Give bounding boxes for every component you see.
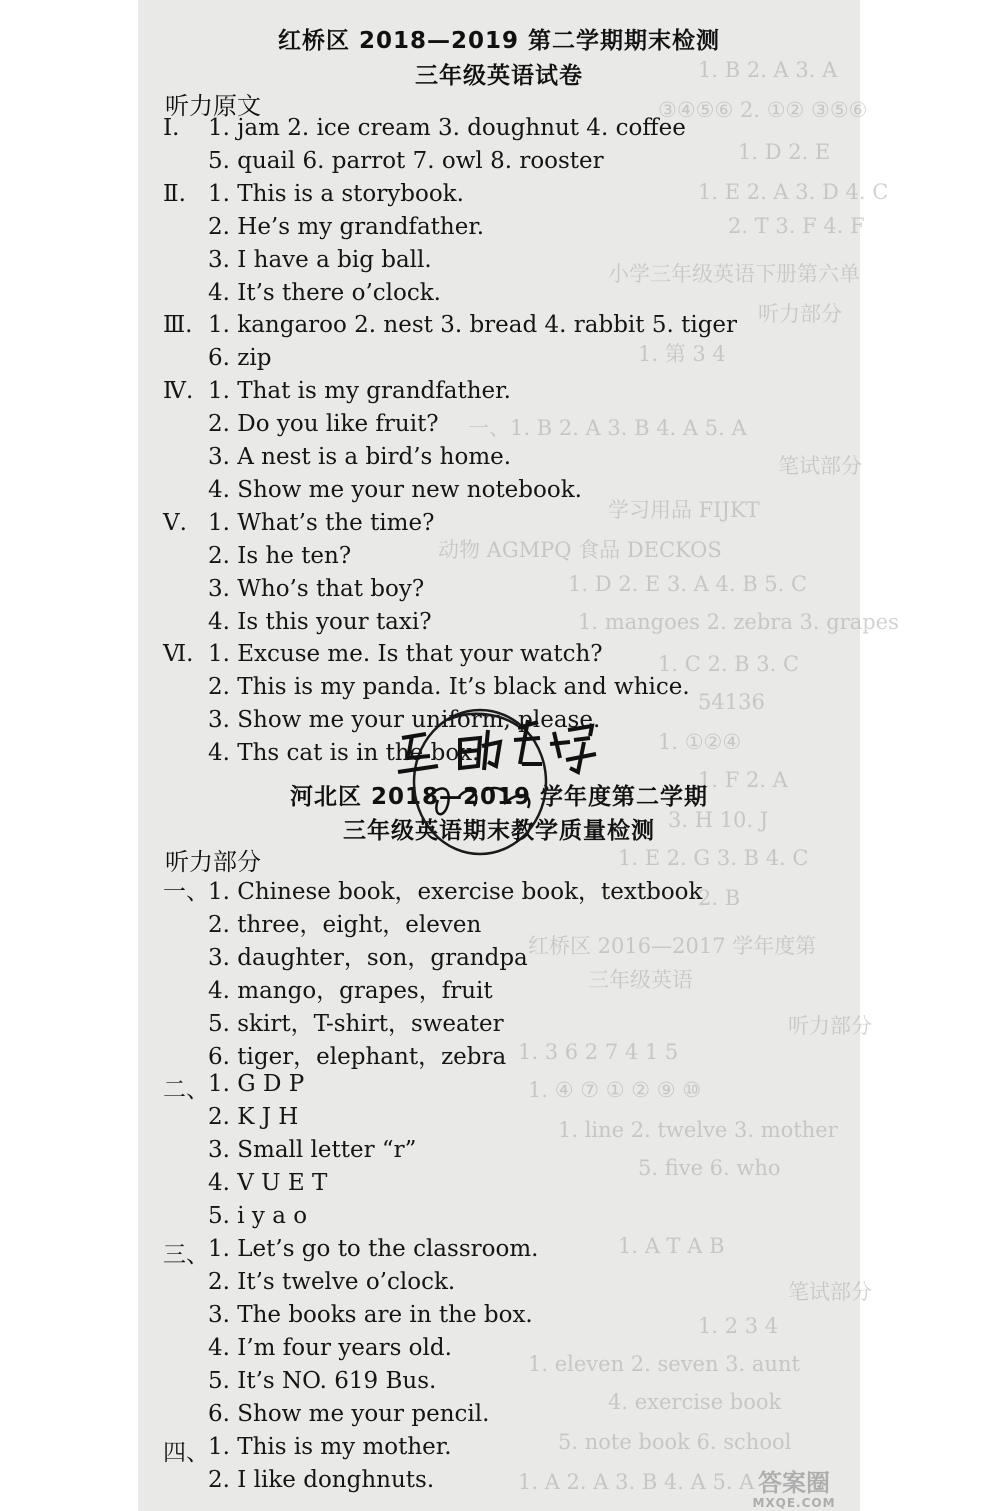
answer-line: 4. V U E T — [208, 1170, 328, 1196]
bleed-line: 5. note book 6. school — [558, 1430, 792, 1454]
group-marker: Ⅲ. — [163, 312, 193, 339]
answer-line: 1. kangaroo 2. nest 3. bread 4. rabbit 5. tiger — [208, 312, 738, 339]
bleed-line: 3. H 10. J — [668, 808, 769, 832]
bleed-line: 1. eleven 2. seven 3. aunt — [528, 1352, 800, 1376]
site-watermark-logo — [730, 1465, 858, 1509]
answer-line: 4. Ths cat is in the box. — [208, 740, 480, 767]
bleed-line: 红桥区 2016—2017 学年度第 — [528, 934, 817, 958]
bleed-line: 1. A T A B — [618, 1234, 725, 1258]
answer-line: 2. It’s twelve o’clock. — [208, 1269, 456, 1295]
answer-line: 4. Is this your taxi? — [208, 608, 432, 635]
group-marker: 二、 — [163, 1077, 209, 1103]
answer-line: 1. Let’s go to the classroom. — [208, 1236, 539, 1262]
bleed-line: 听力部分 — [788, 1014, 872, 1038]
section-subtitle: 三年级英语试卷 — [415, 63, 583, 89]
section-title: 河北区 2018—2019 学年度第二学期 — [289, 784, 709, 810]
answer-line: 1. G D P — [208, 1071, 305, 1097]
bleed-line: 1. E 2. G 3. B 4. C — [618, 846, 809, 870]
answer-line: 6. zip — [208, 345, 272, 372]
group-marker: 三、 — [163, 1242, 209, 1268]
section-heading: 听力原文 — [165, 92, 261, 120]
answer-line: 2. three，eight，eleven — [208, 912, 482, 938]
answer-line: 6. Show me your pencil. — [208, 1401, 490, 1427]
bleed-line: 听力部分 — [758, 302, 842, 326]
answer-line: 5. It’s NO. 619 Bus. — [208, 1368, 437, 1394]
answer-line: 2. This is my panda. It’s black and whice. — [208, 674, 690, 701]
bleed-line: 动物 AGMPQ 食品 DECKOS — [438, 538, 722, 562]
answer-line: 5. skirt，T-shirt，sweater — [208, 1011, 504, 1037]
answer-line: 2. K J H — [208, 1104, 299, 1130]
answer-line: 3. The books are in the box. — [208, 1302, 533, 1328]
bleed-line: 学习用品 FIJKT — [608, 498, 760, 522]
bleed-line: 1. ①②④ — [658, 730, 742, 754]
bleed-line: 1. 2 3 4 — [698, 1314, 779, 1338]
bleed-line: 1. B 2. A 3. A — [698, 58, 838, 82]
svg-text:答案圈: 答案圈 — [758, 1469, 830, 1497]
bleed-line: 2. T 3. F 4. F — [728, 214, 865, 238]
answer-line: 4. I’m four years old. — [208, 1335, 452, 1361]
bleed-line: 一、1. B 2. A 3. B 4. A 5. A — [468, 416, 747, 440]
bleed-line: 1. 第 3 4 — [638, 342, 726, 366]
section-heading: 听力部分 — [165, 848, 261, 876]
bleed-line: 1. E 2. A 3. D 4. C — [698, 180, 889, 204]
bleed-line: 笔试部分 — [778, 454, 862, 478]
answer-line: 2. He’s my grandfather. — [208, 213, 485, 240]
answer-line: 1. Chinese book，exercise book，textbook — [208, 879, 703, 905]
bleed-line: 1. D 2. E 3. A 4. B 5. C — [568, 572, 808, 596]
answer-line: 1. jam 2. ice cream 3. doughnut 4. coffee — [208, 115, 686, 141]
answer-line: 4. It’s there o’clock. — [208, 279, 441, 306]
answer-line: 1. What’s the time? — [208, 509, 435, 536]
handwritten-stamp — [378, 680, 638, 880]
answer-line: 3. Who’s that boy? — [208, 575, 425, 602]
answer-line: 1. This is a storybook. — [208, 180, 464, 207]
answer-line: 2. Do you like fruit? — [208, 411, 439, 438]
answer-line: 1. That is my grandfather. — [208, 378, 511, 405]
group-marker: Ⅵ. — [163, 641, 194, 668]
answer-line: 4. Show me your new notebook. — [208, 476, 582, 503]
answer-line: 3. Show me your uniform, please. — [208, 707, 601, 734]
answer-line: 3. I have a big ball. — [208, 246, 432, 273]
answer-line: 6. tiger，elephant，zebra — [208, 1044, 507, 1070]
bleed-line: 1. D 2. E — [738, 140, 831, 164]
bleed-line: 1. ④ ⑦ ① ② ⑨ ⑩ — [528, 1078, 702, 1102]
bleed-line: 54136 — [698, 690, 765, 714]
bleed-line: 1. mangoes 2. zebra 3. grapes — [578, 610, 899, 634]
section-title: 红桥区 2018—2019 第二学期期末检测 — [277, 28, 721, 54]
bleed-line: ③④⑤⑥ 2. ①② ③⑤⑥ — [658, 98, 868, 122]
scanned-page — [138, 0, 899, 1511]
group-marker: Ⅱ. — [163, 180, 186, 207]
answer-line: 2. I like donghnuts. — [208, 1467, 435, 1493]
group-marker: Ⅴ. — [163, 509, 187, 536]
svg-text:MXQE.COM: MXQE.COM — [752, 1496, 836, 1510]
answer-line: 1. Excuse me. Is that your watch? — [208, 641, 603, 668]
answer-line: 3. Small letter “r” — [208, 1137, 417, 1163]
answer-line: 1. This is my mother. — [208, 1434, 452, 1460]
bleed-line: 1. line 2. twelve 3. mother — [558, 1118, 838, 1142]
group-marker: Ⅳ. — [163, 378, 194, 405]
group-marker: Ⅰ. — [163, 115, 180, 141]
bleed-line: 5. five 6. who — [638, 1156, 781, 1180]
bleed-line: 1. 3 6 2 7 4 1 5 — [518, 1040, 679, 1064]
answer-line: 5. quail 6. parrot 7. owl 8. rooster — [208, 147, 604, 174]
bleed-line: 1. F 2. A — [698, 768, 788, 792]
section-subtitle: 三年级英语期末教学质量检测 — [343, 818, 655, 844]
bleed-line: 笔试部分 — [788, 1280, 872, 1304]
bleed-line: 小学三年级英语下册第六单 — [608, 262, 860, 286]
answer-line: 3. A nest is a bird’s home. — [208, 444, 512, 470]
group-marker: 一、 — [163, 879, 209, 905]
group-marker: 四、 — [163, 1440, 209, 1466]
answer-line: 5. i y a o — [208, 1203, 308, 1229]
answer-line: 4. mango，grapes，fruit — [208, 978, 493, 1004]
bleed-line: 1. C 2. B 3. C — [658, 652, 800, 676]
bleed-line: 2. B — [698, 886, 741, 910]
bleed-line: 4. exercise book — [608, 1390, 782, 1414]
answer-line: 2. Is he ten? — [208, 542, 352, 569]
answer-line: 3. daughter，son，grandpa — [208, 945, 528, 971]
bleed-line: 1. A 2. A 3. B 4. A 5. A — [518, 1470, 755, 1494]
bleed-line: 三年级英语 — [588, 968, 693, 992]
